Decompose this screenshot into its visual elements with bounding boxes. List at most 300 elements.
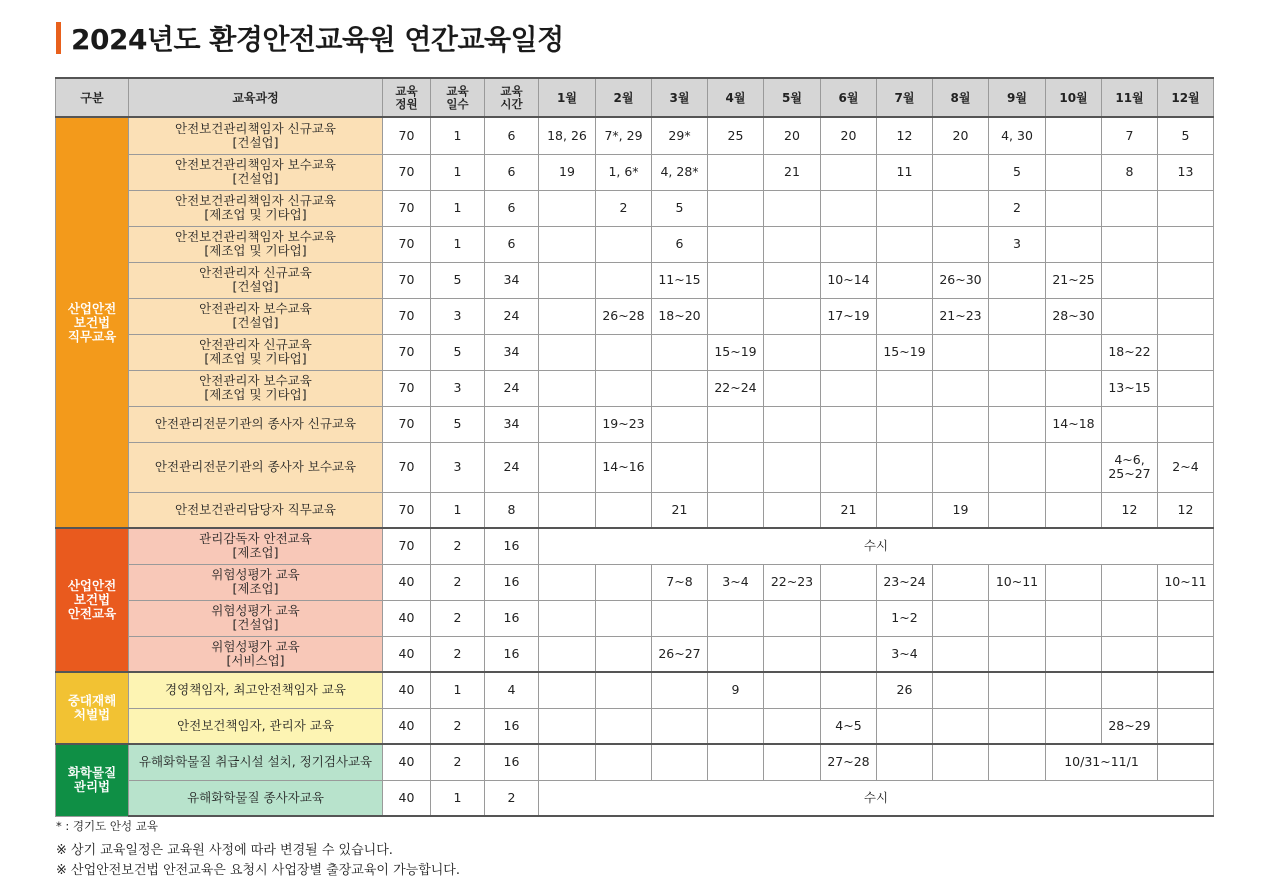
month-cell [1158, 406, 1214, 442]
month-cell: 4, 30 [989, 117, 1046, 154]
header-month-11: 11월 [1102, 78, 1158, 117]
course-name: 유해화학물질 취급시설 설치, 정기검사교육 [129, 744, 383, 780]
hours-cell: 24 [485, 442, 539, 492]
month-cell [1046, 708, 1102, 744]
month-cell [708, 406, 764, 442]
table-row [56, 298, 1214, 334]
group-label: 산업안전 보건법 직무교육 [56, 117, 129, 528]
table-row [56, 708, 1214, 744]
course-name: 안전관리전문기관의 종사자 신규교육 [129, 406, 383, 442]
note-onsite-training: ※ 산업안전보건법 안전교육은 요청시 사업장별 출장교육이 가능합니다. [56, 863, 461, 878]
month-cell: 23~24 [877, 564, 933, 600]
course-name: 안전보건관리책임자 보수교육 [건설업] [129, 154, 383, 190]
month-cell [989, 370, 1046, 406]
header-month-5: 5월 [764, 78, 821, 117]
days-cell: 1 [431, 492, 485, 528]
month-cell [764, 406, 821, 442]
note-schedule-change: ※ 상기 교육일정은 교육원 사정에 따라 변경될 수 있습니다. [56, 843, 393, 858]
month-cell: 28~30 [1046, 298, 1102, 334]
month-cell: 2 [989, 190, 1046, 226]
month-cell [877, 744, 933, 780]
month-cell [652, 708, 708, 744]
hours-cell: 24 [485, 298, 539, 334]
month-cell [708, 636, 764, 672]
month-cell [933, 406, 989, 442]
month-cell: 22~23 [764, 564, 821, 600]
month-cell [1102, 600, 1158, 636]
days-cell: 2 [431, 528, 485, 564]
days-cell: 2 [431, 636, 485, 672]
month-cell [1158, 600, 1214, 636]
month-cell [1102, 226, 1158, 262]
month-cell: 19 [539, 154, 596, 190]
hours-cell: 6 [485, 117, 539, 154]
days-cell: 1 [431, 226, 485, 262]
month-cell: 25 [708, 117, 764, 154]
month-cell [933, 744, 989, 780]
hours-cell: 2 [485, 780, 539, 816]
month-cell [596, 492, 652, 528]
month-cell [596, 600, 652, 636]
table-row [56, 672, 1214, 708]
table-row [56, 334, 1214, 370]
course-name: 안전보건관리담당자 직무교육 [129, 492, 383, 528]
anytime-cell: 수시 [539, 528, 1214, 564]
month-cell [933, 190, 989, 226]
days-cell: 1 [431, 780, 485, 816]
capacity-cell: 70 [383, 492, 431, 528]
month-cell [1158, 744, 1214, 780]
month-cell [877, 492, 933, 528]
month-cell [1046, 117, 1102, 154]
month-cell [821, 600, 877, 636]
table-row [56, 600, 1214, 636]
table-row [56, 117, 1214, 154]
month-cell: 10/31~11/1 [1046, 744, 1158, 780]
month-cell [539, 370, 596, 406]
header-month-10: 10월 [1046, 78, 1102, 117]
month-cell [708, 154, 764, 190]
table-row [56, 636, 1214, 672]
title-wrap [56, 18, 564, 58]
month-cell [989, 406, 1046, 442]
month-cell: 12 [877, 117, 933, 154]
capacity-cell: 40 [383, 600, 431, 636]
month-cell: 11 [877, 154, 933, 190]
table-row [56, 262, 1214, 298]
month-cell: 3 [989, 226, 1046, 262]
month-cell [539, 600, 596, 636]
month-cell: 26 [877, 672, 933, 708]
month-cell [764, 370, 821, 406]
month-cell [539, 334, 596, 370]
month-cell [1158, 636, 1214, 672]
header-month-7: 7월 [877, 78, 933, 117]
month-cell: 13 [1158, 154, 1214, 190]
month-cell [933, 672, 989, 708]
month-cell [539, 442, 596, 492]
table-row [56, 190, 1214, 226]
month-cell [1102, 190, 1158, 226]
capacity-cell: 70 [383, 528, 431, 564]
days-cell: 2 [431, 600, 485, 636]
capacity-cell: 40 [383, 708, 431, 744]
header-month-12: 12월 [1158, 78, 1214, 117]
hours-cell: 6 [485, 154, 539, 190]
schedule-body [56, 117, 1214, 816]
header-hours: 교육 시간 [485, 78, 539, 117]
month-cell [1158, 226, 1214, 262]
month-cell [821, 636, 877, 672]
month-cell: 29* [652, 117, 708, 154]
month-cell [1158, 708, 1214, 744]
month-cell [933, 708, 989, 744]
month-cell: 22~24 [708, 370, 764, 406]
course-name: 안전보건관리책임자 신규교육 [건설업] [129, 117, 383, 154]
table-row [56, 564, 1214, 600]
month-cell [539, 226, 596, 262]
month-cell [1046, 226, 1102, 262]
hours-cell: 16 [485, 600, 539, 636]
month-cell [989, 636, 1046, 672]
month-cell: 4~6, 25~27 [1102, 442, 1158, 492]
month-cell [708, 744, 764, 780]
month-cell [652, 672, 708, 708]
course-name: 안전보건관리책임자 신규교육 [제조업 및 기타업] [129, 190, 383, 226]
month-cell [821, 564, 877, 600]
header-row [56, 78, 1214, 117]
header-group: 구분 [56, 78, 129, 117]
days-cell: 2 [431, 744, 485, 780]
hours-cell: 16 [485, 564, 539, 600]
month-cell [1046, 492, 1102, 528]
month-cell: 11~15 [652, 262, 708, 298]
month-cell: 15~19 [877, 334, 933, 370]
header-month-8: 8월 [933, 78, 989, 117]
month-cell: 21 [652, 492, 708, 528]
month-cell: 4, 28* [652, 154, 708, 190]
month-cell [933, 334, 989, 370]
group-label: 중대재해 처벌법 [56, 672, 129, 744]
month-cell [989, 708, 1046, 744]
days-cell: 1 [431, 117, 485, 154]
month-cell: 5 [1158, 117, 1214, 154]
days-cell: 3 [431, 370, 485, 406]
course-name: 안전관리전문기관의 종사자 보수교육 [129, 442, 383, 492]
month-cell: 3~4 [877, 636, 933, 672]
month-cell [764, 672, 821, 708]
month-cell [1046, 672, 1102, 708]
course-name: 유해화학물질 종사자교육 [129, 780, 383, 816]
course-name: 안전보건책임자, 관리자 교육 [129, 708, 383, 744]
month-cell [539, 564, 596, 600]
hours-cell: 34 [485, 334, 539, 370]
month-cell: 13~15 [1102, 370, 1158, 406]
course-name: 관리감독자 안전교육 [제조업] [129, 528, 383, 564]
header-month-4: 4월 [708, 78, 764, 117]
month-cell [1046, 154, 1102, 190]
month-cell: 8 [1102, 154, 1158, 190]
month-cell [596, 262, 652, 298]
days-cell: 2 [431, 564, 485, 600]
month-cell [989, 298, 1046, 334]
header-month-3: 3월 [652, 78, 708, 117]
capacity-cell: 40 [383, 744, 431, 780]
month-cell [989, 442, 1046, 492]
table-row [56, 442, 1214, 492]
month-cell [764, 298, 821, 334]
month-cell [989, 600, 1046, 636]
month-cell: 19~23 [596, 406, 652, 442]
course-name: 안전관리자 신규교육 [제조업 및 기타업] [129, 334, 383, 370]
month-cell [1158, 672, 1214, 708]
month-cell [596, 744, 652, 780]
days-cell: 5 [431, 262, 485, 298]
month-cell: 1~2 [877, 600, 933, 636]
month-cell: 26~30 [933, 262, 989, 298]
month-cell [764, 708, 821, 744]
group-label: 산업안전 보건법 안전교육 [56, 528, 129, 672]
month-cell [652, 600, 708, 636]
hours-cell: 16 [485, 528, 539, 564]
month-cell [821, 442, 877, 492]
capacity-cell: 40 [383, 564, 431, 600]
days-cell: 1 [431, 190, 485, 226]
month-cell: 26~27 [652, 636, 708, 672]
header-course: 교육과정 [129, 78, 383, 117]
month-cell [877, 298, 933, 334]
month-cell [764, 190, 821, 226]
table-row [56, 406, 1214, 442]
month-cell [1102, 636, 1158, 672]
month-cell: 14~18 [1046, 406, 1102, 442]
month-cell [877, 406, 933, 442]
hours-cell: 34 [485, 406, 539, 442]
month-cell [989, 492, 1046, 528]
month-cell [933, 636, 989, 672]
month-cell [1158, 190, 1214, 226]
table-row [56, 154, 1214, 190]
capacity-cell: 70 [383, 226, 431, 262]
table-row [56, 780, 1214, 816]
month-cell [1046, 636, 1102, 672]
month-cell: 4~5 [821, 708, 877, 744]
month-cell [708, 442, 764, 492]
month-cell [539, 298, 596, 334]
month-cell [821, 370, 877, 406]
course-name: 안전관리자 신규교육 [건설업] [129, 262, 383, 298]
month-cell [1102, 262, 1158, 298]
hours-cell: 24 [485, 370, 539, 406]
month-cell [764, 262, 821, 298]
month-cell: 27~28 [821, 744, 877, 780]
month-cell: 10~11 [989, 564, 1046, 600]
month-cell [989, 334, 1046, 370]
header-month-6: 6월 [821, 78, 877, 117]
days-cell: 3 [431, 442, 485, 492]
month-cell [596, 564, 652, 600]
course-name: 안전관리자 보수교육 [제조업 및 기타업] [129, 370, 383, 406]
days-cell: 3 [431, 298, 485, 334]
month-cell [764, 636, 821, 672]
month-cell [596, 226, 652, 262]
month-cell [764, 600, 821, 636]
capacity-cell: 70 [383, 442, 431, 492]
month-cell [596, 672, 652, 708]
table-row [56, 492, 1214, 528]
capacity-cell: 70 [383, 117, 431, 154]
days-cell: 1 [431, 672, 485, 708]
capacity-cell: 70 [383, 154, 431, 190]
month-cell [989, 262, 1046, 298]
month-cell [764, 744, 821, 780]
month-cell [708, 190, 764, 226]
month-cell: 20 [933, 117, 989, 154]
hours-cell: 34 [485, 262, 539, 298]
month-cell: 12 [1102, 492, 1158, 528]
month-cell: 21 [764, 154, 821, 190]
month-cell: 28~29 [1102, 708, 1158, 744]
month-cell [1102, 564, 1158, 600]
month-cell [539, 190, 596, 226]
month-cell: 18~20 [652, 298, 708, 334]
month-cell [764, 442, 821, 492]
month-cell [989, 672, 1046, 708]
month-cell [708, 298, 764, 334]
month-cell [596, 708, 652, 744]
month-cell [539, 406, 596, 442]
table-row [56, 528, 1214, 564]
month-cell [1046, 442, 1102, 492]
month-cell [1158, 370, 1214, 406]
month-cell [1046, 564, 1102, 600]
month-cell [1102, 298, 1158, 334]
note-asterisk: * : 경기도 안성 교육 [56, 819, 159, 833]
month-cell: 20 [821, 117, 877, 154]
month-cell: 1, 6* [596, 154, 652, 190]
month-cell [877, 708, 933, 744]
course-name: 위험성평가 교육 [제조업] [129, 564, 383, 600]
header-capacity: 교육 정원 [383, 78, 431, 117]
course-name: 안전관리자 보수교육 [건설업] [129, 298, 383, 334]
month-cell: 21 [821, 492, 877, 528]
month-cell [539, 672, 596, 708]
month-cell [539, 744, 596, 780]
month-cell [1046, 334, 1102, 370]
month-cell: 2 [596, 190, 652, 226]
month-cell [933, 600, 989, 636]
course-name: 안전보건관리책임자 보수교육 [제조업 및 기타업] [129, 226, 383, 262]
month-cell [708, 226, 764, 262]
month-cell [1046, 370, 1102, 406]
month-cell: 20 [764, 117, 821, 154]
hours-cell: 16 [485, 636, 539, 672]
month-cell [1102, 406, 1158, 442]
capacity-cell: 70 [383, 370, 431, 406]
month-cell [877, 226, 933, 262]
hours-cell: 6 [485, 226, 539, 262]
schedule-table [55, 77, 1214, 817]
month-cell: 2~4 [1158, 442, 1214, 492]
month-cell [877, 370, 933, 406]
hours-cell: 4 [485, 672, 539, 708]
course-name: 위험성평가 교육 [서비스업] [129, 636, 383, 672]
hours-cell: 16 [485, 744, 539, 780]
month-cell [708, 262, 764, 298]
month-cell [708, 600, 764, 636]
month-cell [821, 334, 877, 370]
notes [56, 818, 460, 881]
month-cell [539, 708, 596, 744]
capacity-cell: 40 [383, 672, 431, 708]
header-month-2: 2월 [596, 78, 652, 117]
capacity-cell: 40 [383, 780, 431, 816]
course-name: 경영책임자, 최고안전책임자 교육 [129, 672, 383, 708]
month-cell: 21~23 [933, 298, 989, 334]
table-row [56, 226, 1214, 262]
hours-cell: 8 [485, 492, 539, 528]
month-cell [652, 744, 708, 780]
month-cell [1158, 298, 1214, 334]
group-label: 화학물질 관리법 [56, 744, 129, 816]
month-cell [764, 492, 821, 528]
anytime-cell: 수시 [539, 780, 1214, 816]
month-cell [539, 492, 596, 528]
hours-cell: 16 [485, 708, 539, 744]
month-cell: 5 [989, 154, 1046, 190]
month-cell [989, 744, 1046, 780]
table-row [56, 744, 1214, 780]
days-cell: 2 [431, 708, 485, 744]
capacity-cell: 70 [383, 334, 431, 370]
month-cell: 5 [652, 190, 708, 226]
month-cell [764, 334, 821, 370]
month-cell: 7*, 29 [596, 117, 652, 154]
month-cell [933, 226, 989, 262]
capacity-cell: 40 [383, 636, 431, 672]
table-row [56, 370, 1214, 406]
month-cell [596, 334, 652, 370]
month-cell: 26~28 [596, 298, 652, 334]
month-cell [708, 708, 764, 744]
month-cell: 3~4 [708, 564, 764, 600]
month-cell [933, 442, 989, 492]
month-cell: 10~11 [1158, 564, 1214, 600]
month-cell [539, 636, 596, 672]
capacity-cell: 70 [383, 406, 431, 442]
month-cell [596, 370, 652, 406]
course-name: 위험성평가 교육 [건설업] [129, 600, 383, 636]
month-cell: 21~25 [1046, 262, 1102, 298]
month-cell: 14~16 [596, 442, 652, 492]
month-cell [539, 262, 596, 298]
month-cell: 18~22 [1102, 334, 1158, 370]
month-cell: 7 [1102, 117, 1158, 154]
days-cell: 5 [431, 334, 485, 370]
month-cell [933, 370, 989, 406]
month-cell [821, 406, 877, 442]
capacity-cell: 70 [383, 190, 431, 226]
header-days: 교육 일수 [431, 78, 485, 117]
title-accent-bar [56, 22, 61, 54]
month-cell: 19 [933, 492, 989, 528]
month-cell [652, 334, 708, 370]
month-cell [596, 636, 652, 672]
month-cell: 18, 26 [539, 117, 596, 154]
month-cell [1158, 262, 1214, 298]
month-cell [652, 370, 708, 406]
month-cell [877, 190, 933, 226]
